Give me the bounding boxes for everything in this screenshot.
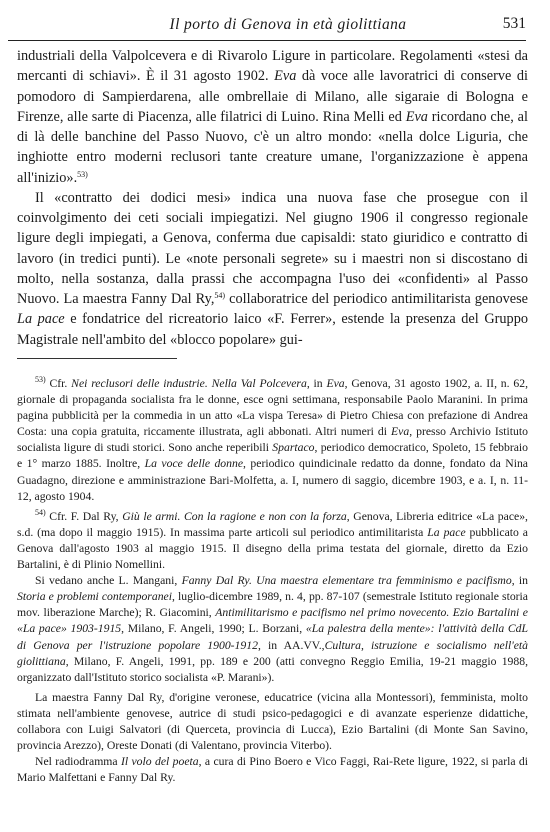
running-header (8, 14, 526, 41)
footnote-separator (17, 358, 177, 359)
footnote-ref-54[interactable]: 54) (214, 291, 226, 300)
footnote-number: 53) (35, 375, 46, 384)
footnote-54-radio-drama: Nel radiodramma Il volo del poeta, a cura di Pino Boero e Vico Faggi, Rai-Rete ligure, 1922, si parla di Mario Malfettani e Fanny Dal Ry. (17, 755, 528, 785)
running-title: Il porto di Genova in età giolittiana (169, 16, 407, 33)
page-number: 531 (502, 15, 526, 32)
footnote-54-references: Si vedano anche L. Mangani, Fanny Dal Ry. Una maestra elementare tra femminismo e pacifismo, in Storia e problemi contemporanei, luglio-dicembre 1989, n. 4, pp. 87-107 (semestrale Istituto regionale storia mov. liberazione Marche); R. Giacomini, Antimilitarismo e pacifismo nel primo novecento. Ezio Bartalini e «La pace» 1903-1915, Milano, F. Angeli, 1990; L. Borzani, «La palestra della mente»: l'attività della CdL di Genova per l'istruzione popolare 1900-1912, in AA.VV.,Cultura, istruzione e socialismo nell'età giolittiana, Milano, F. Angeli, 1991, pp. 189 e 200 (atti convegno Reggio Emilia, 19-21 maggio 1988, organizzato dall'Istituto storico socialista «P. Marani»). (17, 574, 529, 684)
footnote-number: 54) (35, 507, 46, 517)
footnote-ref-53[interactable]: 53) (77, 169, 88, 179)
footnote-54: $^{54)}$ Cfr. F. Dal Ry, Giù le armi. Con la ragione e non con la forza, Genova, Libreria editrice «La pace», s.d. (ma dopo il maggio 1915). In massima parte articoli sul periodico antimilitarista La pace pubblicato a Genova dall'agosto 1903 al maggio 1915. Il disegno della prima testata del giornale, diretto da Ezio Bartalini, è di Plinio Nomellini. (17, 507, 528, 572)
footnotes (17, 376, 528, 786)
footnote-54-biography: La maestra Fanny Dal Ry, d'origine veronese, educatrice (vicina alla Montessori), femminista, molto stimata nell'ambiente genovese, autrice di studi psico-pedagogici e di avanzate esperienze didattiche, collabora con Luigi Salvatori (di Querceta, provincia di Lucca), Ezio Bartalini (di Monte San Savino, provincia Arezzo), Oreste Donati (di Valentano, provincia Viterbo). (17, 690, 528, 753)
paragraph: industriali della Valpolcevera e di Rivarolo Ligure in particolare. Regolamenti «stesi da mercanti di schiavi». È il 31 agosto 1902. Eva dà voce alle lavoratrici di conserve di pomodoro di Sampierdarena, alle ombrellaie di Milano, alle sigaraie di Bologna e Firenze, alle sarte di Piacenza, alle filatrici di Luino. Rina Melli ed Eva ricordano che, al di là delle banchine del Passo Nuovo, c'è un altro mondo: «nella dolce Liguria, che inghiotte entro moderni reclusori tante creature umane, l'organizzazione è appena all'inizio».$^{53)}$ (17, 48, 528, 186)
paragraph: Il «contratto dei dodici mesi» indica una nuova fase che prosegue con il coinvolgimento dei ceti sociali impiegatizi. Nel giugno 1906 il congresso regionale ligure degli impiegati, a Genova, conferma due capisaldi: stato giuridico e contratto di lavoro (in tredici punti). Le «note personali segrete» su i maestri non si discostano di molto, nella sostanza, dalla prassi che accompagna l'uso dei «confidenti» al Passo Nuovo. La maestra Fanny Dal Ry,$^{54)}$ collaboratrice del periodico antimilitarista genovese La pace e fondatrice del ricreatorio laico «F. Ferrer», estende la presenza del Gruppo Magistrale nell'ambito del «blocco popolare» gui- (17, 189, 528, 348)
footnote-53: $^{53)}$ Cfr. Nei reclusori delle industrie. Nella Val Polcevera, in Eva, Genova, 31 agosto 1902, a. II, n. 62, giornale di propaganda socialista fra le donne, esce ogni settimana, responsabile Paolo Maranini. In prima pagina pubblicità per la commedia in un atto «La vispa Teresa» di Pietro Chiesa con prefazione di Andrea Costa: una copia gratuita, riccamente illustrata, agli abbonati. Altri numeri di Eva, presso Archivio Istituto socialista ligure di studi storici. Sono anche reperibili Spartaco, periodico democratico, Spoleto, 15 febbraio e 1° marzo 1885. Inoltre, La voce delle donne, periodico quindicinale redatto da donne, fondato da Nina Guadagno, direzione e amministrazione Bari-Molfetta, a. I, numero di saggio, dicembre 1903, e a. I, n. 11-12, agosto 1904. (17, 375, 529, 503)
body-text (17, 46, 528, 350)
